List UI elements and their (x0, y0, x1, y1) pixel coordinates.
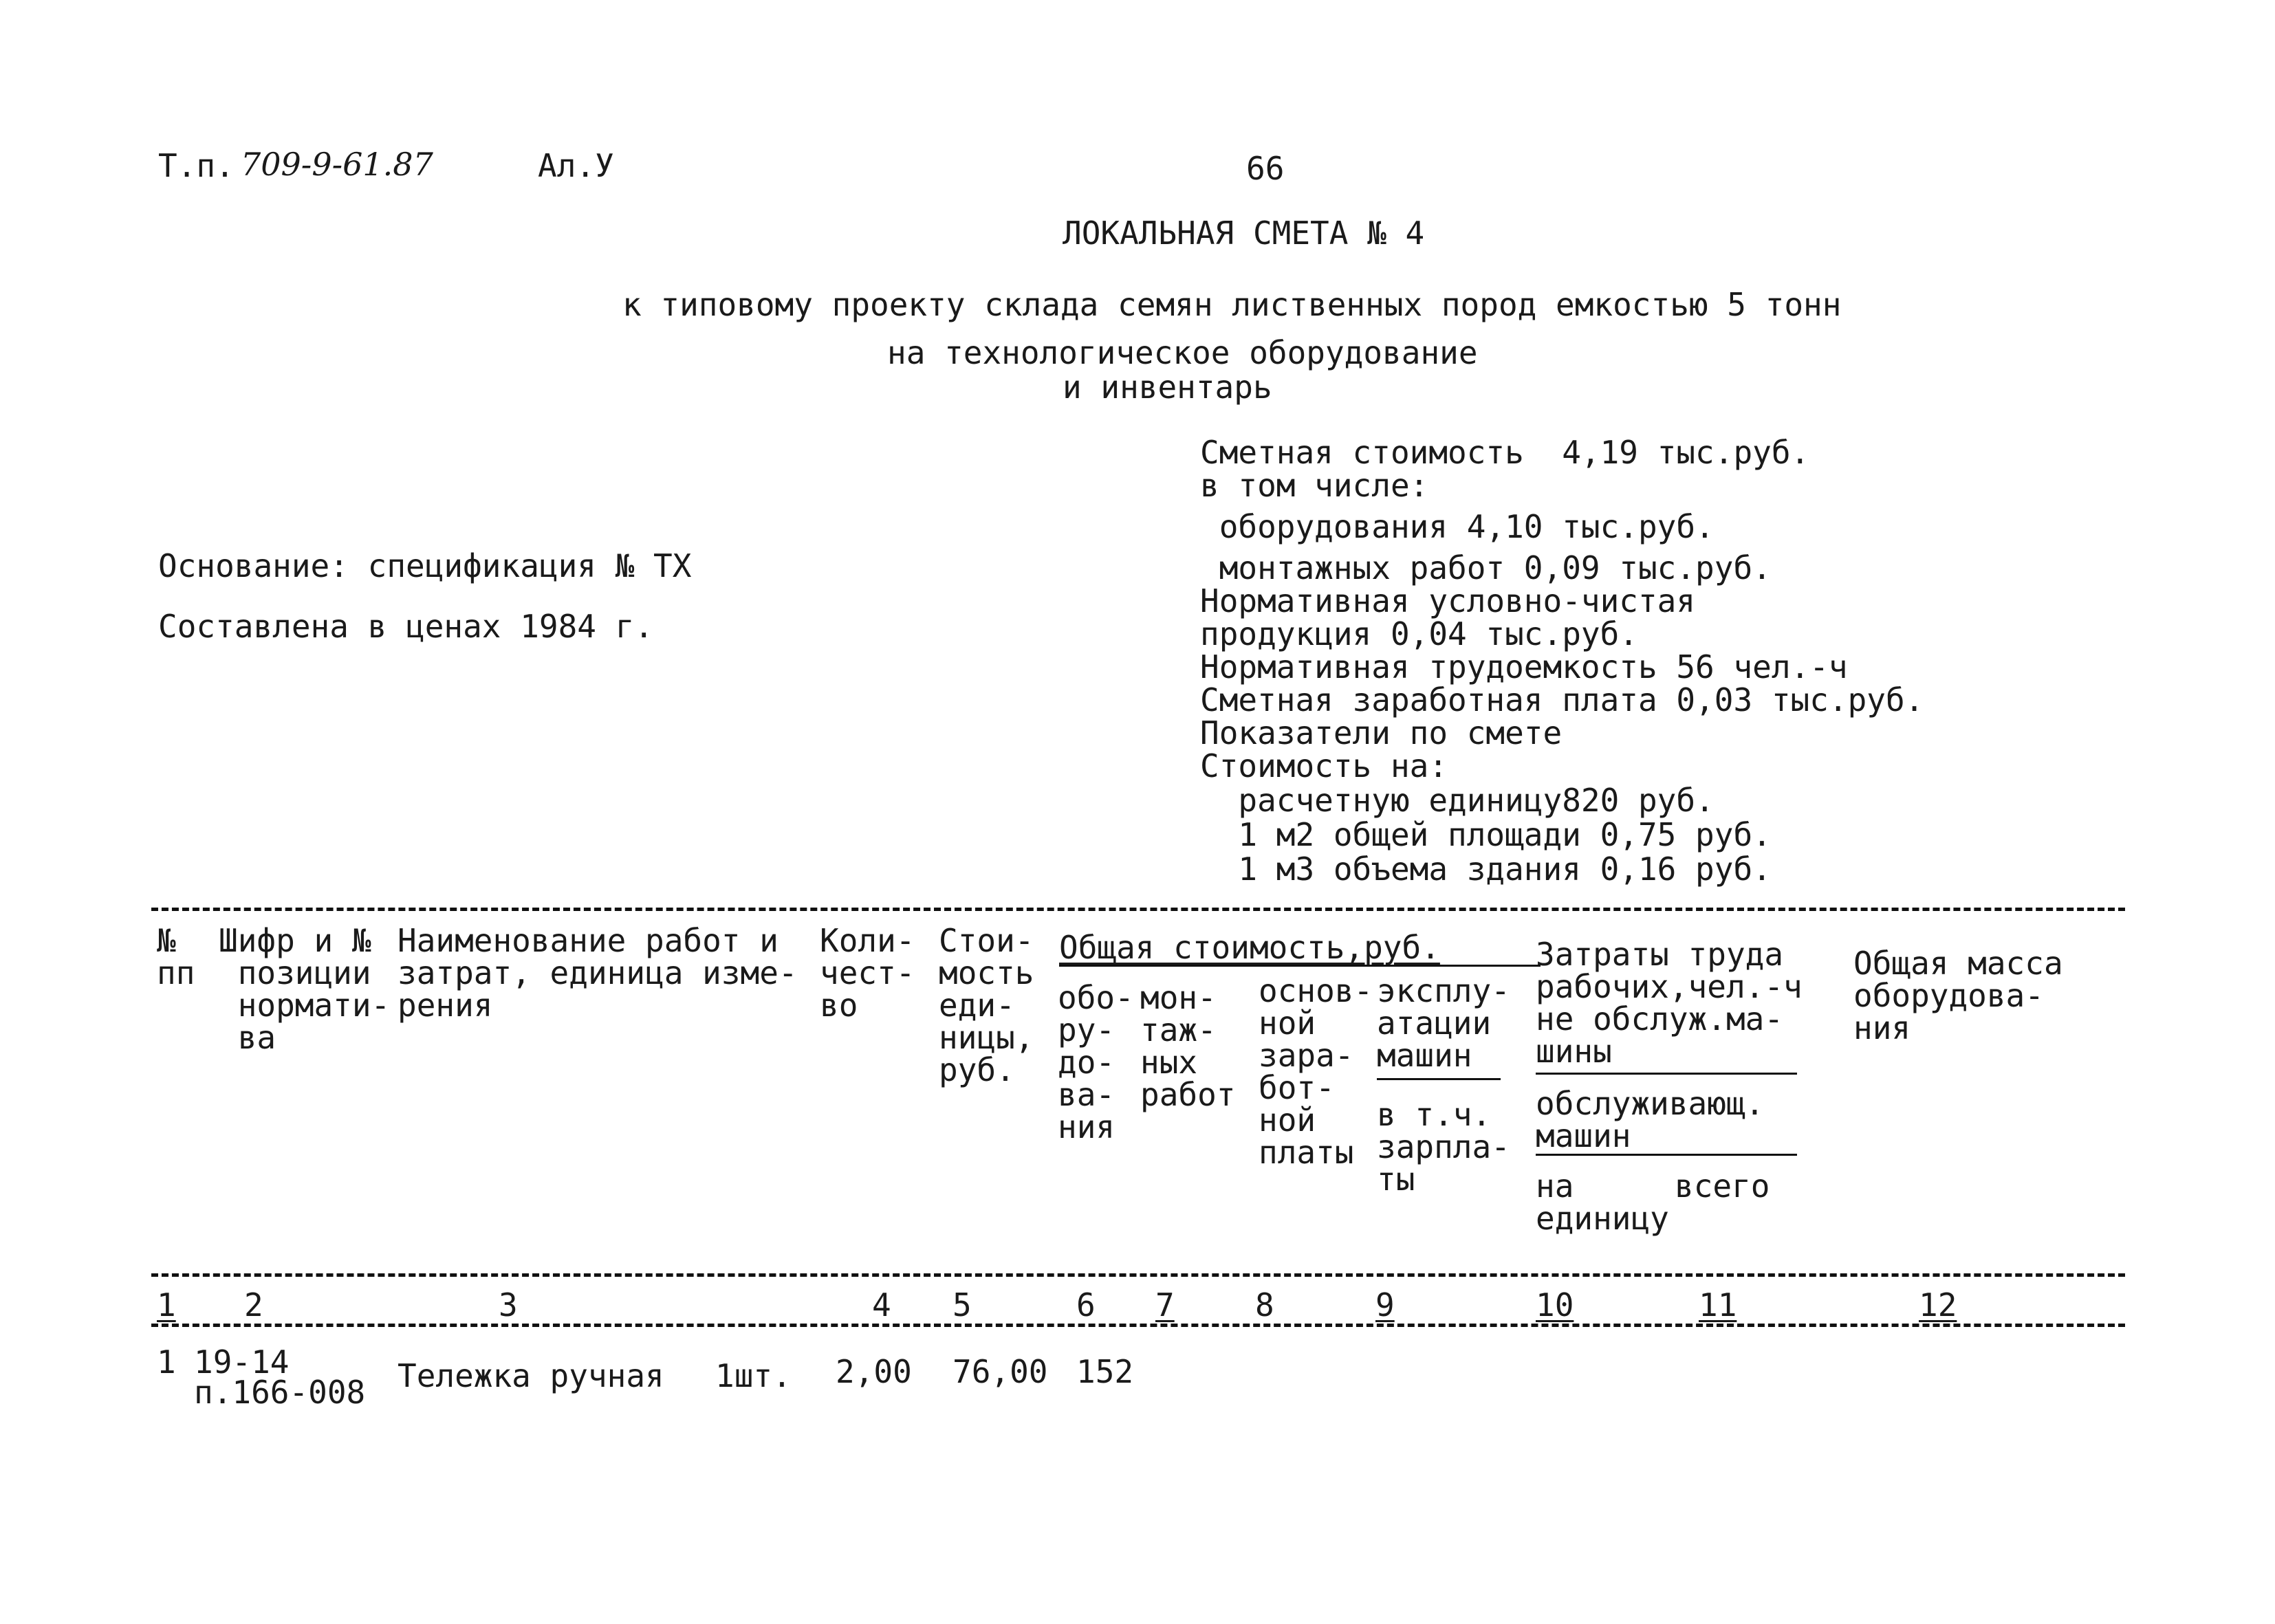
col-number: 4 (872, 1286, 891, 1324)
col-number: 8 (1255, 1286, 1274, 1324)
col-number: 12 (1919, 1286, 1957, 1324)
col-number: 3 (499, 1286, 518, 1324)
summary-line: Показатели по смете (1200, 714, 1563, 751)
summary-line: Нормативная условно-чистая (1200, 582, 1696, 619)
project-code-prefix: Т.п. (158, 147, 235, 184)
header-col-9-bottom: в т.ч. зарпла- ты (1377, 1096, 1510, 1198)
header-col-3: Наименование работ и затрат, единица изме- рения (398, 922, 798, 1024)
title-subline-2: на технологическое оборудование (887, 334, 1478, 371)
row-equipment-cost: 152 (1076, 1353, 1134, 1390)
row-number: 1 (157, 1343, 176, 1381)
row-unit: 1шт. (715, 1357, 792, 1394)
summary-line: Сметная стоимость 4,19 тыс.руб. (1200, 434, 1810, 471)
header-labor-top: Затраты труда рабочих,чел.-ч не обслуж.ма- шины (1536, 936, 1803, 1070)
document-title: ЛОКАЛЬНАЯ СМЕТА № 4 (1063, 215, 1425, 252)
header-col-7: мон- таж- ных работ (1140, 979, 1236, 1113)
header-col-2: Шифр и № позиции нормати- ва (219, 922, 391, 1056)
row-code: 19-14 (194, 1343, 290, 1381)
table-top-rule (151, 908, 2125, 911)
labor-mid-underline (1536, 1154, 1797, 1156)
header-col-12: Общая масса оборудова- ния (1853, 945, 2063, 1046)
summary-line: 1 м2 общей площади 0,75 руб. (1200, 816, 1772, 853)
basis-line: Основание: спецификация № ТХ (158, 547, 692, 584)
header-labor-mid: обслуживающ. машин (1536, 1085, 1765, 1154)
summary-line: расчетную единицу820 руб. (1200, 782, 1715, 819)
album-label: Ал.У (538, 147, 614, 184)
col-number: 7 (1155, 1286, 1175, 1324)
header-col-1: № пп (157, 922, 195, 991)
page-number: 66 (1246, 150, 1285, 187)
summary-line: Сметная заработная плата 0,03 тыс.руб. (1200, 681, 1924, 718)
labor-top-underline (1536, 1073, 1797, 1075)
title-subline-3: и инвентарь (1063, 369, 1272, 406)
summary-line: оборудования 4,10 тыс.руб. (1200, 508, 1715, 545)
colnum-bottom-rule (151, 1324, 2125, 1327)
header-labor-total: всего (1675, 1167, 1770, 1205)
header-col-5: Стои- мость еди- ницы, руб. (939, 922, 1034, 1088)
header-col-4: Коли- чест- во (820, 922, 915, 1024)
col9-underline (1377, 1078, 1501, 1080)
col-number: 11 (1699, 1286, 1737, 1324)
col-number: 1 (157, 1286, 176, 1324)
summary-line: Стоимость на: (1200, 747, 1448, 784)
col-number: 10 (1536, 1286, 1574, 1324)
summary-line: монтажных работ 0,09 тыс.руб. (1200, 549, 1772, 586)
col-number: 2 (244, 1286, 263, 1324)
header-col-6: обо- ру- до- ва- ния (1058, 979, 1134, 1145)
header-total-cost-group: Общая стоимость,руб. (1059, 929, 1440, 966)
header-labor-per-unit: на единицу (1536, 1167, 1669, 1237)
col-number: 5 (953, 1286, 972, 1324)
title-subline-1: к типовому проекту склада семян лиственных пород емкостью 5 тонн (622, 286, 1842, 323)
row-code-ref: п.166-008 (194, 1374, 366, 1411)
row-quantity: 2,00 (836, 1353, 912, 1390)
summary-line: в том числе: (1200, 467, 1429, 504)
col-number: 9 (1375, 1286, 1395, 1324)
summary-line: Нормативная трудоемкость 56 чел.-ч (1200, 648, 1848, 685)
header-bottom-rule (151, 1273, 2125, 1277)
col-number: 6 (1076, 1286, 1096, 1324)
total-cost-underline (1059, 965, 1541, 967)
header-col-8: основ- ной зара- бот- ной платы (1259, 972, 1373, 1171)
summary-line: 1 м3 объема здания 0,16 руб. (1200, 851, 1772, 888)
summary-line: продукция 0,04 тыс.руб. (1200, 615, 1638, 652)
prices-line: Составлена в ценах 1984 г. (158, 608, 654, 645)
project-code-number: 709-9-61.87 (241, 146, 433, 183)
row-name: Тележка ручная (398, 1357, 664, 1394)
row-unit-cost: 76,00 (953, 1353, 1048, 1390)
header-col-9-top: эксплу- атации машин (1377, 972, 1510, 1074)
